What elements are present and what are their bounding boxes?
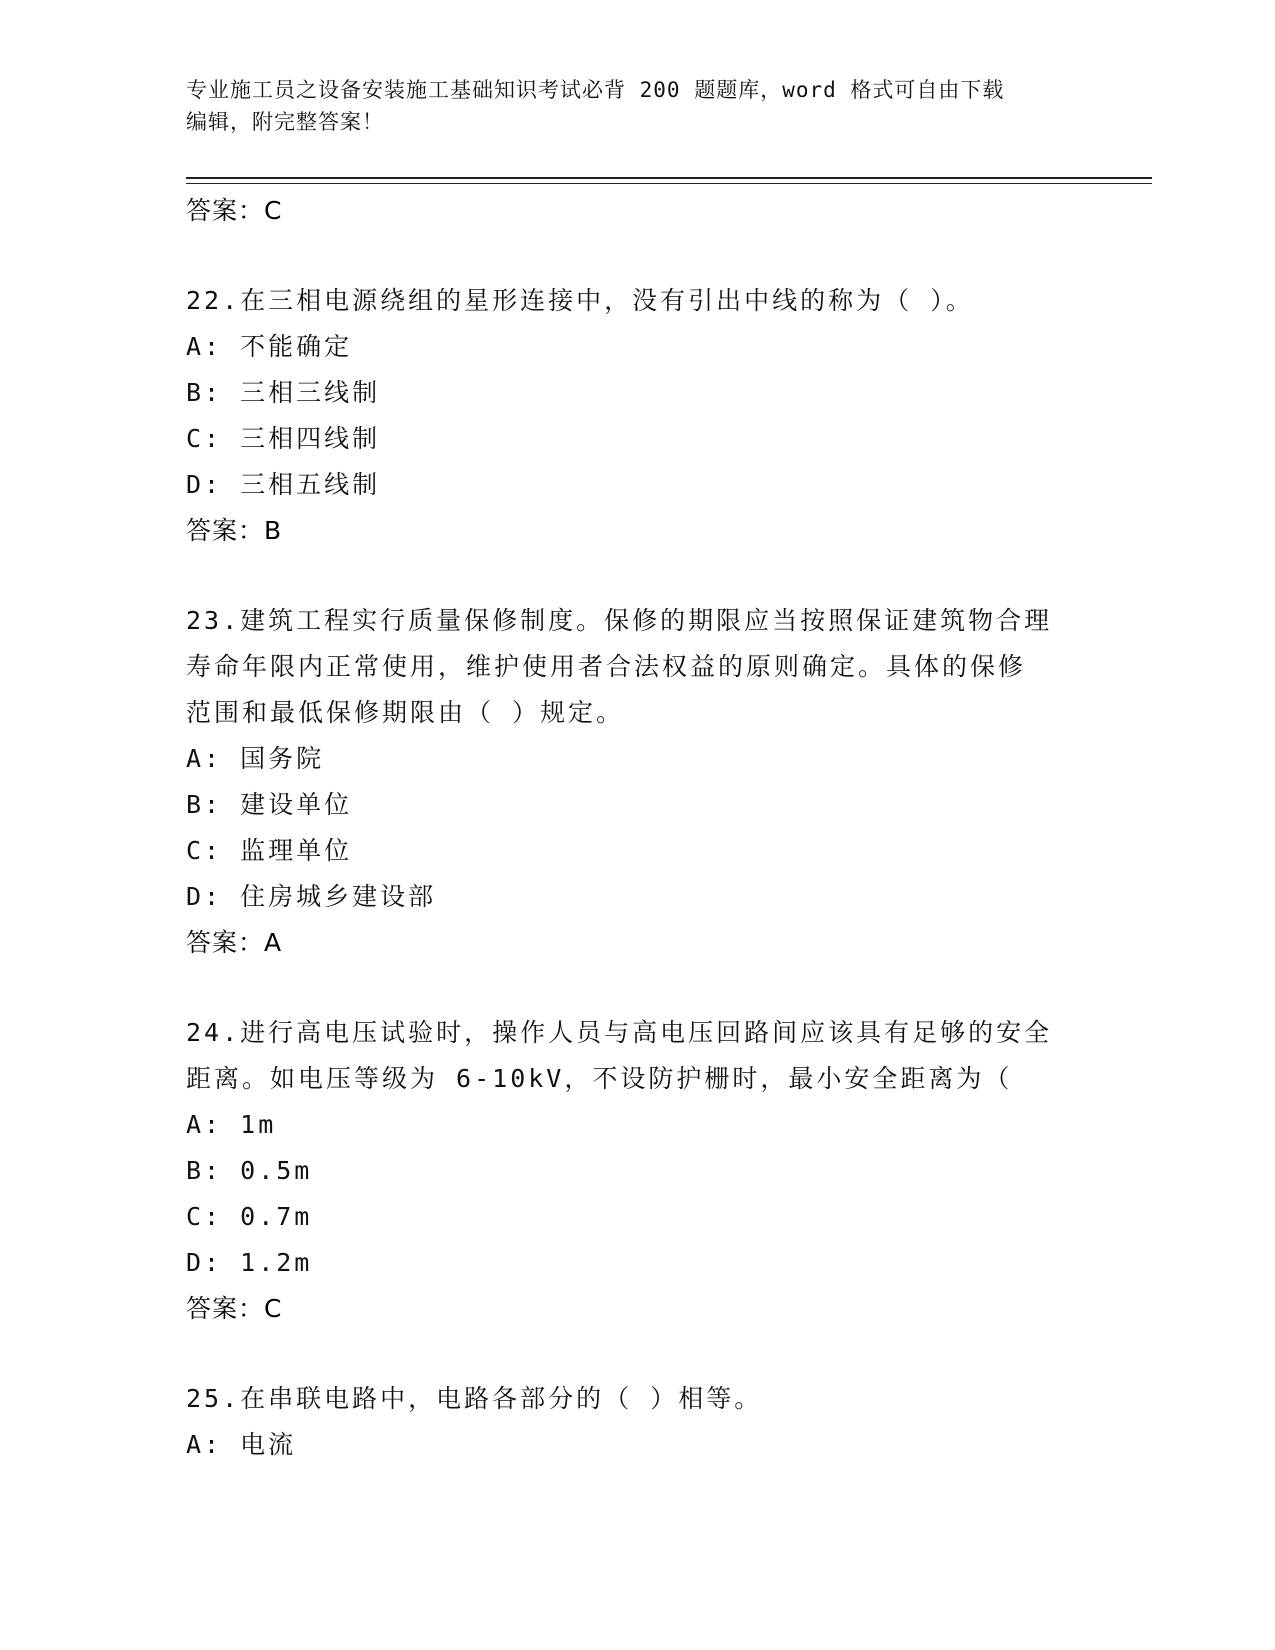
answer-line: 答案：C	[186, 196, 283, 225]
question-23	[186, 598, 1086, 966]
header-line-1: 专业施工员之设备安装施工基础知识考试必背 200 题题库，word 格式可自由下载	[186, 78, 1005, 102]
option-a: A: 1m	[186, 1110, 277, 1139]
option-c: C: 三相四线制	[186, 424, 381, 453]
option-a: A: 国务院	[186, 744, 325, 773]
question-25	[186, 1376, 1086, 1468]
option-b: B: 建设单位	[186, 790, 353, 819]
spacer	[186, 966, 1086, 1010]
header-divider-thick	[186, 177, 1152, 179]
option-a: A: 电流	[186, 1430, 297, 1459]
answer-line: 答案：A	[186, 928, 283, 957]
option-a: A: 不能确定	[186, 332, 353, 361]
option-d: D: 住房城乡建设部	[186, 882, 437, 911]
option-b: B: 三相三线制	[186, 378, 381, 407]
option-b: B: 0.5m	[186, 1156, 313, 1185]
question-text: 23.建筑工程实行质量保修制度。保修的期限应当按照保证建筑物合理	[186, 606, 1053, 635]
question-text: 寿命年限内正常使用，维护使用者合法权益的原则确定。具体的保修	[186, 652, 1027, 681]
option-c: C: 监理单位	[186, 836, 353, 865]
question-24	[186, 1010, 1086, 1332]
answer-line: 答案：B	[186, 516, 283, 545]
document-header	[186, 74, 1066, 138]
spacer	[186, 1332, 1086, 1376]
answer-line: 答案：C	[186, 1294, 283, 1323]
question-text: 25.在串联电路中，电路各部分的（ ）相等。	[186, 1384, 763, 1413]
question-text: 距离。如电压等级为 6-10kV，不设防护栅时，最小安全距离为（	[186, 1064, 1013, 1093]
header-line-2: 编辑，附完整答案！	[186, 110, 384, 134]
spacer	[186, 234, 1086, 278]
question-22	[186, 278, 1086, 554]
question-text: 22.在三相电源绕组的星形连接中，没有引出中线的称为（ ）。	[186, 286, 974, 315]
header-divider-thin	[186, 183, 1152, 184]
spacer	[186, 554, 1086, 598]
option-d: D: 1.2m	[186, 1248, 313, 1277]
option-c: C: 0.7m	[186, 1202, 313, 1231]
question-list	[186, 188, 1086, 1468]
question-text: 范围和最低保修期限由（ ）规定。	[186, 698, 625, 727]
option-d: D: 三相五线制	[186, 470, 381, 499]
question-text: 24.进行高电压试验时，操作人员与高电压回路间应该具有足够的安全	[186, 1018, 1053, 1047]
